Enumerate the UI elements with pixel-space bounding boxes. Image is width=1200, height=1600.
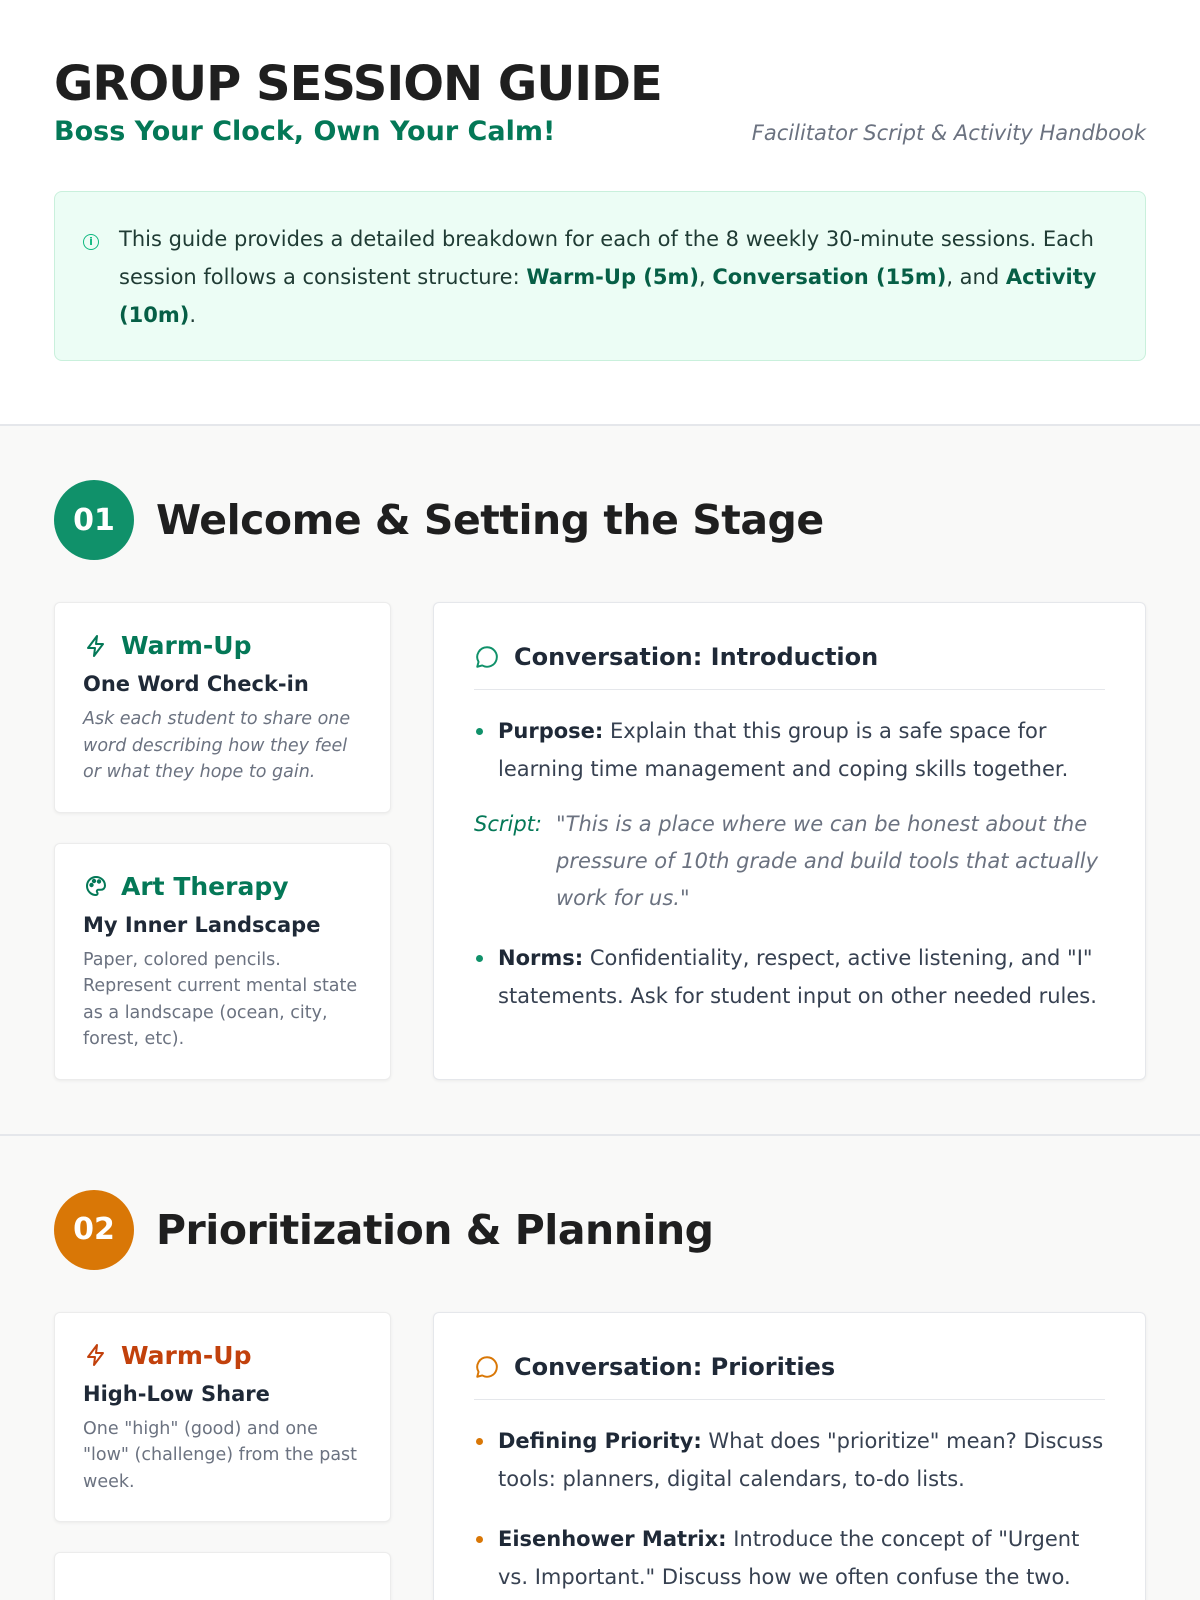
session-title: Prioritization & Planning	[156, 1205, 714, 1254]
conversation-card	[433, 1312, 1146, 1600]
warmup-card	[54, 602, 391, 813]
info-icon: i	[83, 234, 99, 250]
bullet-dot	[476, 1438, 483, 1445]
script-label: Script:	[474, 812, 542, 836]
session-number-badge: 02	[54, 1190, 134, 1270]
bullet-dot	[476, 1536, 483, 1543]
palette-icon	[83, 873, 109, 899]
session-title: Welcome & Setting the Stage	[156, 496, 824, 544]
bullet-dot	[476, 955, 483, 962]
intro-warmup-duration: Warm-Up (5m)	[526, 265, 699, 289]
session-number-badge: 01	[54, 480, 134, 560]
script-quote	[474, 806, 1105, 917]
subtitle-row	[54, 116, 1146, 147]
page-subtitle: Boss Your Clock, Own Your Calm!	[54, 116, 556, 147]
page-header	[0, 0, 1200, 426]
lightning-icon	[83, 633, 109, 659]
activity-label: Art Therapy	[121, 871, 289, 901]
intro-conversation-duration: Conversation (15m)	[712, 265, 947, 289]
session-01	[0, 426, 1200, 1136]
bullet-dot	[476, 728, 483, 735]
activity-card	[54, 843, 391, 1080]
warmup-label: Warm-Up	[121, 1340, 252, 1370]
intro-activity-duration: Activity (10m)	[119, 265, 1097, 327]
intro-text: This guide provides a detailed breakdown for each of the 8 weekly 30-minute sessions. Each session follows a consistent structure: Warm-Up (5m), Conversation (15m), and Activity (10m).	[119, 227, 1097, 327]
warmup-description: Ask each student to share one word describing how they feel or what they hope to gain.	[83, 709, 351, 782]
session-header	[54, 1190, 1146, 1270]
activity-name: My Inner Landscape	[83, 912, 321, 937]
warmup-card	[54, 1312, 391, 1523]
warmup-label: Warm-Up	[121, 631, 252, 660]
list-item: Norms: Confidentiality, respect, active listening, and "I" statements. Ask for student input on other needed rules.	[474, 939, 1105, 1015]
chat-bubble-icon	[474, 1354, 500, 1380]
conversation-title: Conversation: Priorities	[514, 1352, 836, 1381]
page-tagline: Facilitator Script & Activity Handbook	[751, 121, 1146, 145]
activity-description: Paper, colored pencils. Represent current mental state as a landscape (ocean, city, forest, etc).	[83, 949, 358, 1049]
activity-card	[54, 1552, 391, 1600]
intro-info-box	[54, 191, 1146, 361]
lightning-icon	[83, 1342, 109, 1368]
script-text: "This is a place where we can be honest about the pressure of 10th grade and build tools that actually work for us."	[556, 812, 1099, 910]
list-item: Defining Priority: What does "prioritize" mean? Discuss tools: planners, digital calendars, to-do lists.	[474, 1422, 1105, 1498]
page-title: GROUP SESSION GUIDE	[54, 56, 662, 112]
session-02	[0, 1136, 1200, 1600]
conversation-title: Conversation: Introduction	[514, 643, 879, 671]
warmup-name: One Word Check-in	[83, 672, 309, 696]
list-item: Purpose: Explain that this group is a safe space for learning time management and coping skills together.	[474, 712, 1105, 788]
conversation-card	[433, 602, 1146, 1080]
warmup-description: One "high" (good) and one "low" (challenge) from the past week.	[83, 1418, 358, 1492]
session-header	[54, 480, 1146, 560]
list-item: Eisenhower Matrix: Introduce the concept of "Urgent vs. Important." Discuss how we often confuse the two.	[474, 1520, 1105, 1596]
warmup-name: High-Low Share	[83, 1381, 270, 1406]
chat-bubble-icon	[474, 644, 500, 670]
